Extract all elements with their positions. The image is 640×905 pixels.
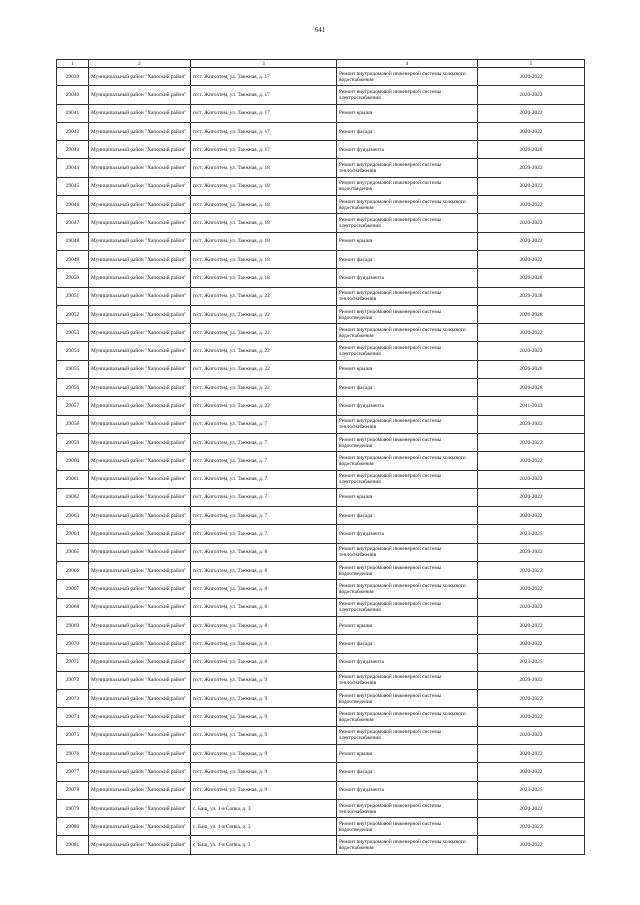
work-type-cell: Ремонт внутридомовой инженерной системы холодного водоснабжения [337, 836, 478, 854]
row-number: 29046 [57, 196, 89, 214]
table-row [57, 598, 585, 616]
address-cell: п/ст. Жиголтем, ул. Таежная, д. 22 [191, 360, 337, 378]
period-cell: 2020-2022 [478, 232, 585, 250]
period-cell: 2020-2022 [478, 68, 585, 86]
address-cell: п/ст. Жиголтем, ул. Таежная, д. 18 [191, 269, 337, 287]
period-cell: 2020-2022 [478, 836, 585, 854]
table-row [57, 196, 585, 214]
district-cell: Муниципальный район "Хапоский район" [89, 799, 191, 817]
row-number: 29078 [57, 781, 89, 799]
row-number: 29060 [57, 452, 89, 470]
district-cell: Муниципальный район "Хапоский район" [89, 653, 191, 671]
address-cell: п/ст. Жиголтем, ул. Таежная, д. 9 [191, 744, 337, 762]
work-type-cell: Ремонт фасада [337, 763, 478, 781]
table-row [57, 415, 585, 433]
district-cell: Муниципальный район "Хапоский район" [89, 305, 191, 323]
work-type-cell: Ремонт внутридомовой инженерной системы холодного водоснабжения [337, 580, 478, 598]
district-cell: Муниципальный район "Хапоский район" [89, 580, 191, 598]
work-type-cell: Ремонт внутридомовой инженерной системы электроснабжения [337, 470, 478, 488]
row-number: 29072 [57, 671, 89, 689]
table-row [57, 507, 585, 525]
district-cell: Муниципальный район "Хапоский район" [89, 781, 191, 799]
address-cell: п/ст. Жиголтем, ул. Таежная, д. 8 [191, 598, 337, 616]
table-row [57, 287, 585, 305]
row-number: 29076 [57, 744, 89, 762]
row-number: 29042 [57, 122, 89, 140]
period-cell: 2020-2022 [478, 726, 585, 744]
table-row [57, 397, 585, 415]
period-cell: 2020-2022 [478, 177, 585, 195]
work-type-cell: Ремонт фасада [337, 250, 478, 268]
district-cell: Муниципальный район "Хапоский район" [89, 616, 191, 634]
address-cell: п/ст. Жиголтем, ул. Таежная, д. 9 [191, 726, 337, 744]
address-cell: п/ст. Жиголтем, ул. Таежная, д. 9 [191, 708, 337, 726]
table-row [57, 543, 585, 561]
row-number: 29068 [57, 598, 89, 616]
table-row [57, 269, 585, 287]
address-cell: п/ст. Жиголтем, ул. Таежная, д. 17 [191, 104, 337, 122]
work-type-cell: Ремонт внутридомовой инженерной системы холодного водоснабжения [337, 452, 478, 470]
table-row [57, 653, 585, 671]
row-number: 29047 [57, 214, 89, 232]
address-cell: п/ст. Жиголтем, ул. Таежная, д. 18 [191, 232, 337, 250]
row-number: 29048 [57, 232, 89, 250]
table-row [57, 68, 585, 86]
period-cell: 2020-2022 [478, 86, 585, 104]
district-cell: Муниципальный район "Хапоский район" [89, 269, 191, 287]
work-type-cell: Ремонт крыши [337, 744, 478, 762]
address-cell: п/ст. Жиголтем, ул. Таежная, д. 7 [191, 415, 337, 433]
district-cell: Муниципальный район "Хапоский район" [89, 452, 191, 470]
register-table [56, 59, 585, 855]
table-row [57, 836, 585, 854]
row-number: 29041 [57, 104, 89, 122]
district-cell: Муниципальный район "Хапоский район" [89, 68, 191, 86]
row-number: 29074 [57, 708, 89, 726]
district-cell: Муниципальный район "Хапоский район" [89, 763, 191, 781]
period-cell: 2020-2022 [478, 324, 585, 342]
work-type-cell: Ремонт внутридомовой инженерной системы холодного водоснабжения [337, 68, 478, 86]
period-cell: 2020-2022 [478, 744, 585, 762]
period-cell: 2020-2022 [478, 543, 585, 561]
row-number: 29058 [57, 415, 89, 433]
address-cell: п/ст. Жиголтем, ул. Таежная, д. 7 [191, 507, 337, 525]
address-cell: п/ст. Жиголтем, ул. Таежная, д. 7 [191, 525, 337, 543]
work-type-cell: Ремонт фундамента [337, 269, 478, 287]
column-header-4: 4 [337, 60, 478, 68]
row-number: 29075 [57, 726, 89, 744]
table-row [57, 104, 585, 122]
address-cell: п/ст. Жиголтем, ул. Таежная, д. 22 [191, 397, 337, 415]
district-cell: Муниципальный район "Хапоский район" [89, 836, 191, 854]
table-row [57, 744, 585, 762]
period-cell: 2026-2028 [478, 269, 585, 287]
row-number: 29077 [57, 763, 89, 781]
table-body [57, 68, 585, 855]
row-number: 29050 [57, 269, 89, 287]
district-cell: Муниципальный район "Хапоский район" [89, 543, 191, 561]
row-number: 29063 [57, 507, 89, 525]
period-cell: 2020-2022 [478, 433, 585, 451]
address-cell: п/ст. Жиголтем, ул. Таежная, д. 18 [191, 177, 337, 195]
address-cell: с. Бащ, ул. 1-я Сопка, д. 3 [191, 818, 337, 836]
address-cell: п/ст. Жиголтем, ул. Таежная, д. 17 [191, 141, 337, 159]
period-cell: 2020-2022 [478, 635, 585, 653]
table-row [57, 324, 585, 342]
table-row [57, 708, 585, 726]
district-cell: Муниципальный район "Хапоский район" [89, 488, 191, 506]
work-type-cell: Ремонт фасада [337, 635, 478, 653]
column-header-1: 1 [57, 60, 89, 68]
address-cell: с. Бащ, ул. 1-я Сопка, д. 3 [191, 836, 337, 854]
row-number: 29053 [57, 324, 89, 342]
work-type-cell: Ремонт внутридомовой инженерной системы электроснабжения [337, 86, 478, 104]
header-row [57, 60, 585, 68]
table-row [57, 488, 585, 506]
address-cell: п/ст. Жиголтем, ул. Таежная, д. 22 [191, 305, 337, 323]
period-cell: 2020-2022 [478, 507, 585, 525]
table-row [57, 122, 585, 140]
address-cell: п/ст. Жиголтем, ул. Таежная, д. 9 [191, 690, 337, 708]
row-number: 29065 [57, 543, 89, 561]
work-type-cell: Ремонт крыши [337, 104, 478, 122]
table-row [57, 781, 585, 799]
row-number: 29043 [57, 141, 89, 159]
work-type-cell: Ремонт внутридомовой инженерной системы электроснабжения [337, 342, 478, 360]
district-cell: Муниципальный район "Хапоский район" [89, 726, 191, 744]
district-cell: Муниципальный район "Хапоский район" [89, 708, 191, 726]
district-cell: Муниципальный район "Хапоский район" [89, 141, 191, 159]
address-cell: п/ст. Жиголтем, ул. Таежная, д. 8 [191, 562, 337, 580]
period-cell: 2023-2025 [478, 525, 585, 543]
period-cell: 2020-2022 [478, 690, 585, 708]
row-number: 29079 [57, 799, 89, 817]
row-number: 29056 [57, 379, 89, 397]
table-row [57, 726, 585, 744]
period-cell: 2020-2022 [478, 488, 585, 506]
district-cell: Муниципальный район "Хапоский район" [89, 744, 191, 762]
period-cell: 2020-2022 [478, 763, 585, 781]
table-row [57, 360, 585, 378]
address-cell: п/ст. Жиголтем, ул. Таежная, д. 9 [191, 671, 337, 689]
table-row [57, 690, 585, 708]
row-number: 29066 [57, 562, 89, 580]
address-cell: п/ст. Жиголтем, ул. Таежная, д. 7 [191, 452, 337, 470]
address-cell: п/ст. Жиголтем, ул. Таежная, д. 17 [191, 68, 337, 86]
work-type-cell: Ремонт внутридомовой инженерной системы холодного водоснабжения [337, 324, 478, 342]
district-cell: Муниципальный район "Хапоский район" [89, 470, 191, 488]
district-cell: Муниципальный район "Хапоский район" [89, 342, 191, 360]
table-row [57, 159, 585, 177]
work-type-cell: Ремонт фундамента [337, 653, 478, 671]
district-cell: Муниципальный район "Хапоский район" [89, 415, 191, 433]
period-cell: 2020-2022 [478, 799, 585, 817]
district-cell: Муниципальный район "Хапоский район" [89, 562, 191, 580]
district-cell: Муниципальный район "Хапоский район" [89, 86, 191, 104]
table-row [57, 616, 585, 634]
district-cell: Муниципальный район "Хапоский район" [89, 379, 191, 397]
work-type-cell: Ремонт фасада [337, 507, 478, 525]
district-cell: Муниципальный район "Хапоский район" [89, 433, 191, 451]
table-row [57, 214, 585, 232]
work-type-cell: Ремонт внутридомовой инженерной системы водоотведения [337, 433, 478, 451]
period-cell: 2020-2022 [478, 250, 585, 268]
row-number: 29057 [57, 397, 89, 415]
district-cell: Муниципальный район "Хапоский район" [89, 324, 191, 342]
row-number: 29071 [57, 653, 89, 671]
district-cell: Муниципальный район "Хапоский район" [89, 397, 191, 415]
period-cell: 2026-2028 [478, 305, 585, 323]
row-number: 29067 [57, 580, 89, 598]
period-cell: 2020-2022 [478, 342, 585, 360]
work-type-cell: Ремонт внутридомовой инженерной системы теплоснабжения [337, 799, 478, 817]
row-number: 29049 [57, 250, 89, 268]
period-cell: 2020-2022 [478, 470, 585, 488]
row-number: 29040 [57, 86, 89, 104]
address-cell: п/ст. Жиголтем, ул. Таежная, д. 18 [191, 250, 337, 268]
district-cell: Муниципальный район "Хапоский район" [89, 598, 191, 616]
table-row [57, 525, 585, 543]
district-cell: Муниципальный район "Хапоский район" [89, 507, 191, 525]
period-cell: 2023-2025 [478, 781, 585, 799]
district-cell: Муниципальный район "Хапоский район" [89, 525, 191, 543]
table-row [57, 580, 585, 598]
table-row [57, 763, 585, 781]
district-cell: Муниципальный район "Хапоский район" [89, 104, 191, 122]
period-cell: 2020-2022 [478, 122, 585, 140]
address-cell: п/ст. Жиголтем, ул. Таежная, д. 8 [191, 543, 337, 561]
table-row [57, 433, 585, 451]
address-cell: п/ст. Жиголтем, ул. Таежная, д. 8 [191, 635, 337, 653]
district-cell: Муниципальный район "Хапоский район" [89, 232, 191, 250]
period-cell: 2023-2025 [478, 653, 585, 671]
district-cell: Муниципальный район "Хапоский район" [89, 159, 191, 177]
address-cell: п/ст. Жиголтем, ул. Таежная, д. 9 [191, 763, 337, 781]
district-cell: Муниципальный район "Хапоский район" [89, 360, 191, 378]
table-row [57, 671, 585, 689]
work-type-cell: Ремонт фасада [337, 122, 478, 140]
row-number: 29081 [57, 836, 89, 854]
period-cell: 2020-2022 [478, 818, 585, 836]
work-type-cell: Ремонт внутридомовой инженерной системы теплоснабжения [337, 287, 478, 305]
table-row [57, 799, 585, 817]
row-number: 29045 [57, 177, 89, 195]
work-type-cell: Ремонт крыши [337, 488, 478, 506]
column-header-5: 5 [478, 60, 585, 68]
table-row [57, 470, 585, 488]
row-number: 29044 [57, 159, 89, 177]
work-type-cell: Ремонт внутридомовой инженерной системы теплоснабжения [337, 543, 478, 561]
work-type-cell: Ремонт внутридомовой инженерной системы холодного водоснабжения [337, 196, 478, 214]
period-cell: 2020-2022 [478, 214, 585, 232]
address-cell: п/ст. Жиголтем, ул. Таежная, д. 22 [191, 379, 337, 397]
period-cell: 2026-2028 [478, 379, 585, 397]
table-row [57, 342, 585, 360]
address-cell: п/ст. Жиголтем, ул. Таежная, д. 7 [191, 470, 337, 488]
address-cell: п/ст. Жиголтем, ул. Таежная, д. 7 [191, 433, 337, 451]
table-row [57, 562, 585, 580]
table-row [57, 379, 585, 397]
work-type-cell: Ремонт фундамента [337, 397, 478, 415]
period-cell: 2020-2022 [478, 196, 585, 214]
row-number: 29070 [57, 635, 89, 653]
row-number: 29039 [57, 68, 89, 86]
address-cell: п/ст. Жиголтем, ул. Таежная, д. 18 [191, 214, 337, 232]
district-cell: Муниципальный район "Хапоский район" [89, 196, 191, 214]
work-type-cell: Ремонт внутридомовой инженерной системы водоотведения [337, 818, 478, 836]
column-header-3: 3 [191, 60, 337, 68]
work-type-cell: Ремонт внутридомовой инженерной системы теплоснабжения [337, 671, 478, 689]
work-type-cell: Ремонт фундамента [337, 141, 478, 159]
table-row [57, 141, 585, 159]
table-row [57, 86, 585, 104]
period-cell: 2020-2022 [478, 415, 585, 433]
period-cell: 2020-2022 [478, 452, 585, 470]
period-cell: 2020-2022 [478, 562, 585, 580]
work-type-cell: Ремонт внутридомовой инженерной системы водоотведения [337, 305, 478, 323]
work-type-cell: Ремонт внутридомовой инженерной системы водоотведения [337, 562, 478, 580]
address-cell: п/ст. Жиголтем, ул. Таежная, д. 22 [191, 287, 337, 305]
address-cell: п/ст. Жиголтем, ул. Таежная, д. 9 [191, 781, 337, 799]
district-cell: Муниципальный район "Хапоский район" [89, 177, 191, 195]
table-row [57, 250, 585, 268]
table-row [57, 232, 585, 250]
district-cell: Муниципальный район "Хапоский район" [89, 818, 191, 836]
work-type-cell: Ремонт внутридомовой инженерной системы теплоснабжения [337, 159, 478, 177]
address-cell: п/ст. Жиголтем, ул. Таежная, д. 18 [191, 159, 337, 177]
period-cell: 2020-2022 [478, 159, 585, 177]
address-cell: п/ст. Жиголтем, ул. Таежная, д. 22 [191, 324, 337, 342]
row-number: 29080 [57, 818, 89, 836]
period-cell: 2020-2022 [478, 598, 585, 616]
row-number: 29051 [57, 287, 89, 305]
district-cell: Муниципальный район "Хапоский район" [89, 671, 191, 689]
row-number: 29052 [57, 305, 89, 323]
district-cell: Муниципальный район "Хапоский район" [89, 287, 191, 305]
district-cell: Муниципальный район "Хапоский район" [89, 250, 191, 268]
row-number: 29055 [57, 360, 89, 378]
period-cell: 2041-2043 [478, 397, 585, 415]
table-row [57, 635, 585, 653]
work-type-cell: Ремонт внутридомовой инженерной системы водоотведения [337, 177, 478, 195]
row-number: 29069 [57, 616, 89, 634]
work-type-cell: Ремонт внутридомовой инженерной системы водоотведения [337, 690, 478, 708]
district-cell: Муниципальный район "Хапоский район" [89, 690, 191, 708]
row-number: 29061 [57, 470, 89, 488]
table-row [57, 177, 585, 195]
work-type-cell: Ремонт внутридомовой инженерной системы электроснабжения [337, 214, 478, 232]
period-cell: 2026-2028 [478, 360, 585, 378]
address-cell: с. Бащ, ул. 1-я Сопка, д. 3 [191, 799, 337, 817]
period-cell: 2020-2022 [478, 671, 585, 689]
address-cell: п/ст. Жиголтем, ул. Таежная, д. 22 [191, 342, 337, 360]
period-cell: 2020-2022 [478, 616, 585, 634]
address-cell: п/ст. Жиголтем, ул. Таежная, д. 7 [191, 488, 337, 506]
work-type-cell: Ремонт крыши [337, 360, 478, 378]
table-row [57, 452, 585, 470]
row-number: 29073 [57, 690, 89, 708]
work-type-cell: Ремонт внутридомовой инженерной системы электроснабжения [337, 598, 478, 616]
work-type-cell: Ремонт крыши [337, 232, 478, 250]
row-number: 29062 [57, 488, 89, 506]
page-number: 641 [314, 26, 326, 34]
row-number: 29064 [57, 525, 89, 543]
address-cell: п/ст. Жиголтем, ул. Таежная, д. 17 [191, 122, 337, 140]
row-number: 29059 [57, 433, 89, 451]
district-cell: Муниципальный район "Хапоский район" [89, 122, 191, 140]
period-cell: 2026-2028 [478, 287, 585, 305]
address-cell: п/ст. Жиголтем, ул. Таежная, д. 18 [191, 196, 337, 214]
period-cell: 2020-2022 [478, 708, 585, 726]
work-type-cell: Ремонт крыши [337, 616, 478, 634]
period-cell: 2020-2022 [478, 580, 585, 598]
address-cell: п/ст. Жиголтем, ул. Таежная, д. 8 [191, 653, 337, 671]
row-number: 29054 [57, 342, 89, 360]
work-type-cell: Ремонт фундамента [337, 781, 478, 799]
district-cell: Муниципальный район "Хапоский район" [89, 214, 191, 232]
work-type-cell: Ремонт фундамента [337, 525, 478, 543]
table-row [57, 305, 585, 323]
column-header-2: 2 [89, 60, 191, 68]
table-row [57, 818, 585, 836]
address-cell: п/ст. Жиголтем, ул. Таежная, д. 17 [191, 86, 337, 104]
work-type-cell: Ремонт фасада [337, 379, 478, 397]
work-type-cell: Ремонт внутридомовой инженерной системы теплоснабжения [337, 415, 478, 433]
work-type-cell: Ремонт внутридомовой инженерной системы электроснабжения [337, 726, 478, 744]
address-cell: п/ст. Жиголтем, ул. Таежная, д. 8 [191, 616, 337, 634]
period-cell: 2020-2022 [478, 104, 585, 122]
work-type-cell: Ремонт внутридомовой инженерной системы холодного водоснабжения [337, 708, 478, 726]
district-cell: Муниципальный район "Хапоский район" [89, 635, 191, 653]
period-cell: 2026-2028 [478, 141, 585, 159]
address-cell: п/ст. Жиголтем, ул. Таежная, д. 8 [191, 580, 337, 598]
